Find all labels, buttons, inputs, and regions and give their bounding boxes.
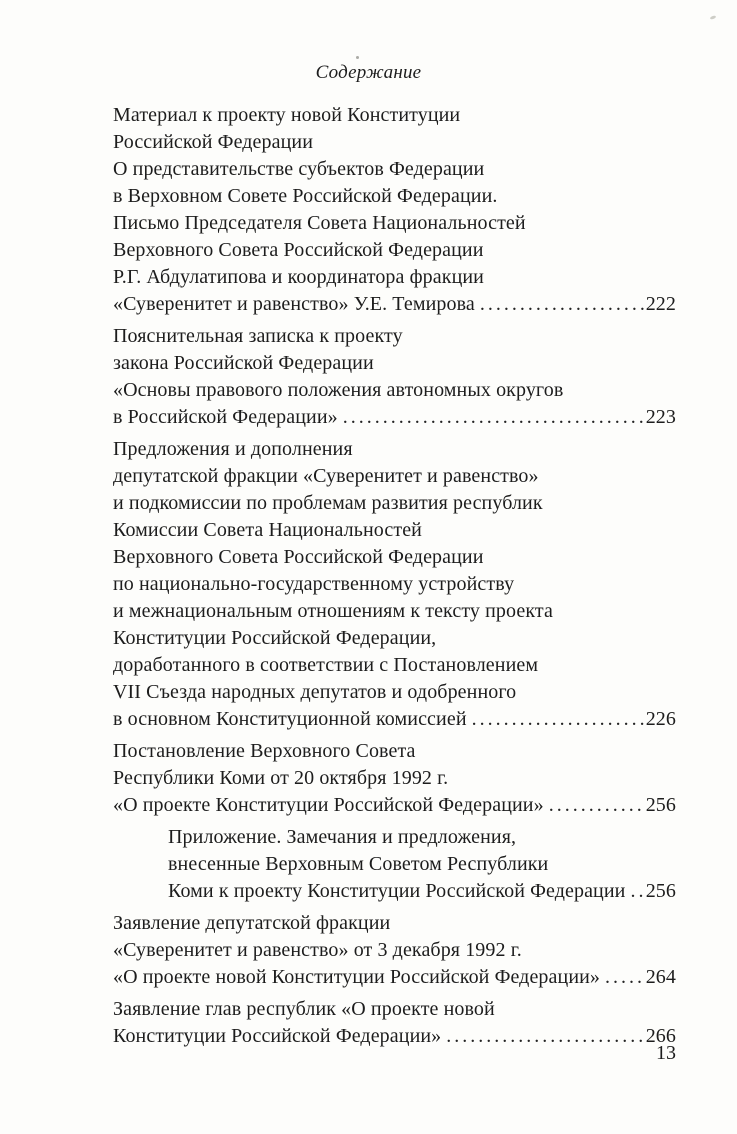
toc-line-with-page	[113, 964, 676, 991]
toc-entry	[113, 102, 676, 318]
toc-line: Предложения и дополнения	[113, 438, 353, 460]
dot-leader	[549, 792, 645, 819]
scan-artifact	[710, 15, 717, 20]
dot-leader	[630, 878, 644, 905]
toc-line-with-page	[113, 792, 676, 819]
toc-line: VII Съезда народных депутатов и одобренного	[113, 681, 517, 703]
toc-line: Конституции Российской Федерации,	[113, 627, 437, 649]
toc-entry	[113, 436, 676, 733]
toc-line: Пояснительная записка к проекту	[113, 325, 403, 347]
toc-page-ref: 226	[645, 708, 676, 730]
toc-line-with-page	[113, 1023, 676, 1050]
toc-page-ref: 222	[645, 293, 676, 315]
toc-line-text: «Суверенитет и равенство» У.Е. Темирова	[113, 293, 475, 315]
dot-leader	[605, 964, 645, 991]
toc-entry	[113, 323, 676, 431]
toc-line: Республики Коми от 20 октября 1992 г.	[113, 767, 449, 789]
toc-line: и подкомиссии по проблемам развития республик	[113, 492, 543, 514]
toc-line: внесенные Верховным Советом Республики	[168, 853, 549, 875]
toc-line: в Верховном Совете Российской Федерации.	[113, 185, 498, 207]
toc-page-ref: 256	[645, 880, 676, 902]
toc-line: доработанного в соответствии с Постановлением	[113, 654, 539, 676]
toc-entry	[113, 910, 676, 991]
toc-page-ref: 266	[645, 1025, 676, 1047]
toc-line-text: Коми к проекту Конституции Российской Федерации	[168, 880, 626, 902]
toc-line: Материал к проекту новой Конституции	[113, 104, 461, 126]
dot-leader	[472, 706, 645, 733]
toc-page-ref: 223	[645, 406, 676, 428]
dot-leader	[480, 291, 645, 318]
toc-line: депутатской фракции «Суверенитет и равенство»	[113, 465, 539, 487]
toc-line: и межнациональным отношениям к тексту проекта	[113, 600, 553, 622]
toc-line: Р.Г. Абдулатипова и координатора фракции	[113, 266, 484, 288]
toc-line-text: Конституции Российской Федерации»	[113, 1025, 442, 1047]
toc-line: Комиссии Совета Национальностей	[113, 519, 422, 541]
toc-line-text: в основном Конституционной комиссией	[113, 708, 467, 730]
toc-line-with-page	[113, 706, 676, 733]
toc-line: Российской Федерации	[113, 131, 314, 153]
toc-line: закона Российской Федерации	[113, 352, 374, 374]
toc-entry	[113, 996, 676, 1050]
toc-line-text: в Российской Федерации»	[113, 406, 338, 428]
toc-line: Верховного Совета Российской Федерации	[113, 546, 484, 568]
toc-line-with-page	[113, 291, 676, 318]
toc-line: Верховного Совета Российской Федерации	[113, 239, 484, 261]
toc-line: Постановление Верховного Совета	[113, 740, 416, 762]
toc-line-text: «О проекте Конституции Российской Федерации»	[113, 794, 544, 816]
toc-line: Заявление глав республик «О проекте новой	[113, 998, 495, 1020]
toc-entry	[113, 738, 676, 819]
toc-line: Приложение. Замечания и предложения,	[168, 826, 517, 848]
dot-leader	[343, 404, 645, 431]
toc-line: «Основы правового положения автономных округов	[113, 379, 564, 401]
toc-page-ref: 256	[645, 794, 676, 816]
folio-page-number: 13	[656, 1042, 676, 1064]
toc-page-ref: 264	[645, 966, 676, 988]
toc-line: по национально-государственному устройству	[113, 573, 515, 595]
page-heading: Содержание	[315, 62, 422, 83]
toc-line: Письмо Председателя Совета Национальностей	[113, 212, 526, 234]
table-of-contents	[113, 102, 676, 1055]
toc-line: «Суверенитет и равенство» от 3 декабря 1992 г.	[113, 939, 522, 961]
scan-artifact	[356, 56, 359, 59]
toc-line-text: «О проекте новой Конституции Российской Федерации»	[113, 966, 601, 988]
toc-line-with-page	[113, 404, 676, 431]
toc-line-with-page	[168, 878, 676, 905]
toc-entry-appendix	[113, 824, 676, 905]
dot-leader	[446, 1023, 644, 1050]
toc-line: О представительстве субъектов Федерации	[113, 158, 485, 180]
toc-line: Заявление депутатской фракции	[113, 912, 391, 934]
